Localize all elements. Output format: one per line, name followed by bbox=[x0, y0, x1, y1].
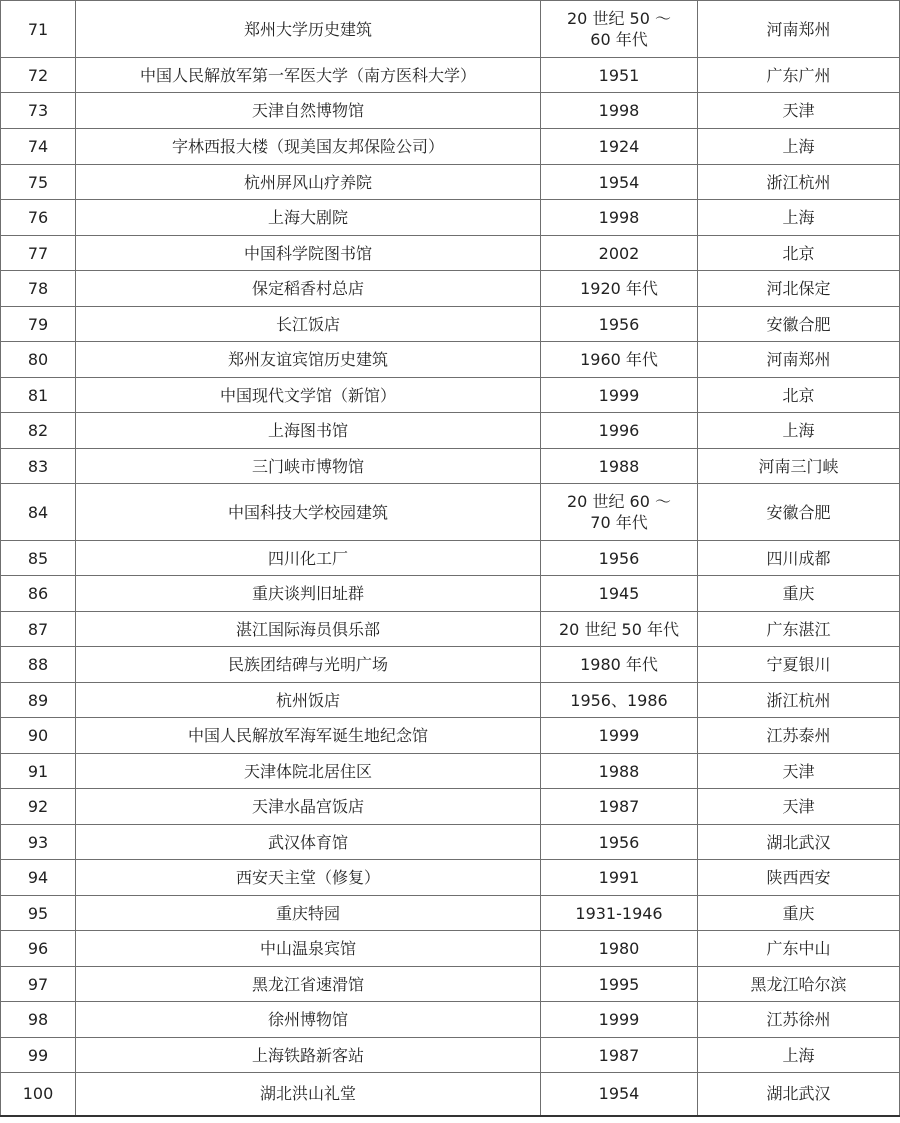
cell-year: 1987 bbox=[541, 789, 698, 825]
cell-year: 1987 bbox=[541, 1038, 698, 1073]
cell-building-name: 天津水晶宫饭店 bbox=[76, 789, 541, 825]
cell-number: 82 bbox=[1, 413, 76, 449]
table-body bbox=[1, 1, 900, 1116]
cell-building-name: 黑龙江省速滑馆 bbox=[76, 967, 541, 1002]
table-row bbox=[1, 342, 900, 378]
cell-number: 81 bbox=[1, 378, 76, 413]
table-row bbox=[1, 718, 900, 754]
cell-year: 1924 bbox=[541, 129, 698, 165]
cell-year: 1995 bbox=[541, 967, 698, 1002]
cell-building-name: 天津自然博物馆 bbox=[76, 93, 541, 129]
cell-location: 天津 bbox=[698, 93, 900, 129]
table-row bbox=[1, 789, 900, 825]
table-row bbox=[1, 271, 900, 307]
cell-building-name: 中国现代文学馆（新馆） bbox=[76, 378, 541, 413]
cell-location: 湖北武汉 bbox=[698, 1073, 900, 1116]
cell-location: 河南三门峡 bbox=[698, 449, 900, 484]
cell-number: 92 bbox=[1, 789, 76, 825]
cell-building-name: 上海铁路新客站 bbox=[76, 1038, 541, 1073]
cell-building-name: 中国科技大学校园建筑 bbox=[76, 484, 541, 541]
cell-year: 1999 bbox=[541, 1002, 698, 1038]
cell-building-name: 四川化工厂 bbox=[76, 541, 541, 576]
cell-year: 1951 bbox=[541, 58, 698, 93]
cell-year: 1988 bbox=[541, 449, 698, 484]
cell-number: 86 bbox=[1, 576, 76, 612]
cell-number: 99 bbox=[1, 1038, 76, 1073]
cell-building-name: 中国人民解放军第一军医大学（南方医科大学） bbox=[76, 58, 541, 93]
cell-location: 黑龙江哈尔滨 bbox=[698, 967, 900, 1002]
cell-building-name: 武汉体育馆 bbox=[76, 825, 541, 860]
cell-location: 河南郑州 bbox=[698, 1, 900, 58]
table-row bbox=[1, 825, 900, 860]
cell-building-name: 重庆谈判旧址群 bbox=[76, 576, 541, 612]
cell-location: 上海 bbox=[698, 129, 900, 165]
cell-location: 四川成都 bbox=[698, 541, 900, 576]
cell-year: 1999 bbox=[541, 378, 698, 413]
table-row bbox=[1, 754, 900, 789]
table-row bbox=[1, 129, 900, 165]
table-row bbox=[1, 860, 900, 896]
cell-building-name: 上海大剧院 bbox=[76, 200, 541, 236]
table-row bbox=[1, 1, 900, 58]
cell-location: 重庆 bbox=[698, 896, 900, 931]
cell-location: 浙江杭州 bbox=[698, 683, 900, 718]
cell-building-name: 西安天主堂（修复） bbox=[76, 860, 541, 896]
cell-year: 1996 bbox=[541, 413, 698, 449]
cell-number: 93 bbox=[1, 825, 76, 860]
cell-year: 1960 年代 bbox=[541, 342, 698, 378]
cell-year: 1999 bbox=[541, 718, 698, 754]
cell-year: 1998 bbox=[541, 93, 698, 129]
table-row bbox=[1, 612, 900, 647]
cell-location: 湖北武汉 bbox=[698, 825, 900, 860]
cell-location: 广东广州 bbox=[698, 58, 900, 93]
cell-location: 北京 bbox=[698, 378, 900, 413]
cell-building-name: 郑州大学历史建筑 bbox=[76, 1, 541, 58]
cell-location: 河北保定 bbox=[698, 271, 900, 307]
cell-location: 宁夏银川 bbox=[698, 647, 900, 683]
cell-building-name: 天津体院北居住区 bbox=[76, 754, 541, 789]
cell-number: 88 bbox=[1, 647, 76, 683]
cell-building-name: 重庆特园 bbox=[76, 896, 541, 931]
table-row bbox=[1, 931, 900, 967]
cell-number: 98 bbox=[1, 1002, 76, 1038]
cell-number: 95 bbox=[1, 896, 76, 931]
cell-number: 79 bbox=[1, 307, 76, 342]
table-row bbox=[1, 165, 900, 200]
cell-building-name: 字林西报大楼（现美国友邦保险公司） bbox=[76, 129, 541, 165]
cell-year: 1956 bbox=[541, 541, 698, 576]
table-row bbox=[1, 200, 900, 236]
cell-year: 1988 bbox=[541, 754, 698, 789]
cell-building-name: 杭州饭店 bbox=[76, 683, 541, 718]
cell-location: 江苏徐州 bbox=[698, 1002, 900, 1038]
cell-year: 1945 bbox=[541, 576, 698, 612]
cell-year: 1980 年代 bbox=[541, 647, 698, 683]
cell-number: 77 bbox=[1, 236, 76, 271]
cell-building-name: 湛江国际海员俱乐部 bbox=[76, 612, 541, 647]
cell-location: 天津 bbox=[698, 754, 900, 789]
cell-year: 1954 bbox=[541, 165, 698, 200]
cell-number: 84 bbox=[1, 484, 76, 541]
cell-year: 1931-1946 bbox=[541, 896, 698, 931]
cell-building-name: 上海图书馆 bbox=[76, 413, 541, 449]
cell-building-name: 郑州友谊宾馆历史建筑 bbox=[76, 342, 541, 378]
table-row bbox=[1, 576, 900, 612]
cell-number: 87 bbox=[1, 612, 76, 647]
cell-location: 广东湛江 bbox=[698, 612, 900, 647]
cell-year: 1998 bbox=[541, 200, 698, 236]
cell-building-name: 杭州屏风山疗养院 bbox=[76, 165, 541, 200]
cell-year: 2002 bbox=[541, 236, 698, 271]
cell-number: 80 bbox=[1, 342, 76, 378]
cell-number: 74 bbox=[1, 129, 76, 165]
cell-building-name: 中山温泉宾馆 bbox=[76, 931, 541, 967]
cell-number: 91 bbox=[1, 754, 76, 789]
cell-location: 上海 bbox=[698, 413, 900, 449]
table-row bbox=[1, 683, 900, 718]
cell-location: 重庆 bbox=[698, 576, 900, 612]
table-row bbox=[1, 307, 900, 342]
cell-number: 72 bbox=[1, 58, 76, 93]
cell-location: 浙江杭州 bbox=[698, 165, 900, 200]
cell-year: 1956 bbox=[541, 825, 698, 860]
cell-number: 73 bbox=[1, 93, 76, 129]
cell-number: 78 bbox=[1, 271, 76, 307]
cell-location: 上海 bbox=[698, 1038, 900, 1073]
cell-year: 1956 bbox=[541, 307, 698, 342]
cell-number: 75 bbox=[1, 165, 76, 200]
table-row bbox=[1, 58, 900, 93]
cell-building-name: 中国人民解放军海军诞生地纪念馆 bbox=[76, 718, 541, 754]
cell-year: 1920 年代 bbox=[541, 271, 698, 307]
table-row bbox=[1, 236, 900, 271]
table-row bbox=[1, 413, 900, 449]
cell-number: 94 bbox=[1, 860, 76, 896]
cell-building-name: 长江饭店 bbox=[76, 307, 541, 342]
cell-building-name: 民族团结碑与光明广场 bbox=[76, 647, 541, 683]
cell-year: 1956、1986 bbox=[541, 683, 698, 718]
cell-number: 90 bbox=[1, 718, 76, 754]
table-row bbox=[1, 449, 900, 484]
cell-location: 安徽合肥 bbox=[698, 484, 900, 541]
table-row bbox=[1, 484, 900, 541]
cell-number: 83 bbox=[1, 449, 76, 484]
cell-location: 上海 bbox=[698, 200, 900, 236]
cell-year: 20 世纪 50 ～ 60 年代 bbox=[541, 1, 698, 58]
cell-year: 20 世纪 50 年代 bbox=[541, 612, 698, 647]
cell-building-name: 湖北洪山礼堂 bbox=[76, 1073, 541, 1116]
table-row bbox=[1, 896, 900, 931]
cell-number: 89 bbox=[1, 683, 76, 718]
table-row bbox=[1, 378, 900, 413]
cell-year: 1980 bbox=[541, 931, 698, 967]
table-row bbox=[1, 1038, 900, 1073]
table-row bbox=[1, 1073, 900, 1116]
table-row bbox=[1, 967, 900, 1002]
cell-location: 安徽合肥 bbox=[698, 307, 900, 342]
table-row bbox=[1, 647, 900, 683]
cell-year: 1954 bbox=[541, 1073, 698, 1116]
cell-number: 85 bbox=[1, 541, 76, 576]
cell-building-name: 保定稻香村总店 bbox=[76, 271, 541, 307]
cell-location: 河南郑州 bbox=[698, 342, 900, 378]
cell-location: 北京 bbox=[698, 236, 900, 271]
cell-number: 96 bbox=[1, 931, 76, 967]
cell-building-name: 徐州博物馆 bbox=[76, 1002, 541, 1038]
cell-location: 江苏泰州 bbox=[698, 718, 900, 754]
cell-number: 97 bbox=[1, 967, 76, 1002]
cell-number: 100 bbox=[1, 1073, 76, 1116]
cell-location: 广东中山 bbox=[698, 931, 900, 967]
cell-location: 陕西西安 bbox=[698, 860, 900, 896]
cell-building-name: 三门峡市博物馆 bbox=[76, 449, 541, 484]
cell-year: 1991 bbox=[541, 860, 698, 896]
table-row bbox=[1, 1002, 900, 1038]
table-row bbox=[1, 541, 900, 576]
cell-number: 71 bbox=[1, 1, 76, 58]
cell-building-name: 中国科学院图书馆 bbox=[76, 236, 541, 271]
cell-year: 20 世纪 60 ～ 70 年代 bbox=[541, 484, 698, 541]
table-row bbox=[1, 93, 900, 129]
cell-location: 天津 bbox=[698, 789, 900, 825]
cell-number: 76 bbox=[1, 200, 76, 236]
